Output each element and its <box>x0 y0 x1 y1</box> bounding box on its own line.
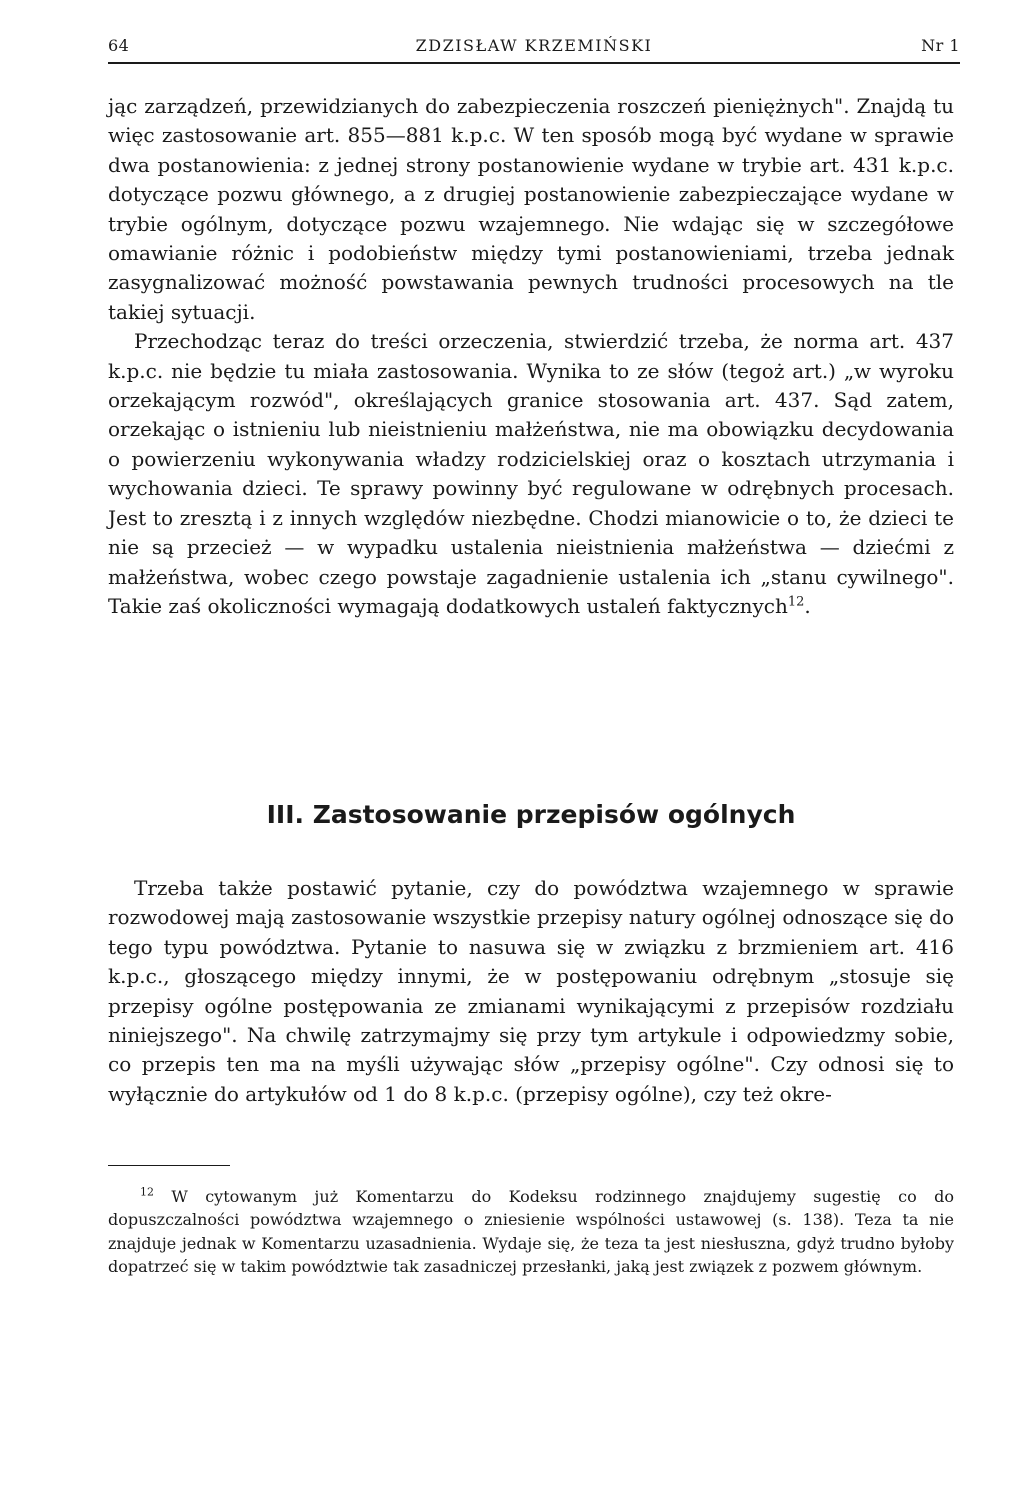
body-text-bottom <box>108 874 954 1109</box>
footnote-text: W cytowanym już Komentarzu do Kodeksu rodzinnego znajdujemy sugestię co do dopuszczalności powództwa wzajemnego o zniesienie wspólności ustawowej (s. 138). Teza ta nie znajduje jednak w Komentarzu uzasadnienia. Wydaje się, że teza ta jest niesłuszna, gdyż trudno byłoby dopatrzeć się w takim powództwie tak zasadniczej przesłanki, jaką jest związek z pozwem głównym. <box>108 1187 954 1277</box>
running-title: ZDZISŁAW KRZEMIŃSKI <box>415 36 653 55</box>
paragraph <box>108 327 954 621</box>
paragraph-text: Przechodząc teraz do treści orzeczenia, stwierdzić trzeba, że norma art. 437 k.p.c. nie będzie tu miała zastosowania. Wynika to ze słów (tegoż art.) „w wyroku orzekającym rozwód", określających granice stosowania art. 437. Sąd zatem, orzekając o istnieniu lub nieistnieniu małżeństwa, nie ma obowiązku decydowania o powierzeniu wykonywania władzy rodzicielskiej oraz o kosztach utrzymania i wychowania dzieci. Te sprawy powinny być regulowane w odrębnych procesach. Jest to zresztą i z innych względów niezbędne. Chodzi mianowicie o to, że dzieci te nie są przecież — w wypadku ustalenia nieistnienia małżeństwa — dziećmi z małżeństwa, wobec czego powstaje zagadnienie ustalenia ich „stanu cywilnego". Takie zaś okoliczności wymagają dodatkowych ustaleń faktycznych <box>108 329 954 618</box>
paragraph-end: . <box>804 593 811 618</box>
paragraph <box>108 92 954 327</box>
paragraph <box>108 874 954 1109</box>
issue-number: Nr 1 <box>921 36 960 55</box>
section-heading: III. Zastosowanie przepisów ogólnych <box>266 800 796 829</box>
page-number: 64 <box>108 36 130 55</box>
paragraph-text: jąc zarządzeń, przewidzianych do zabezpieczenia roszczeń pieniężnych". Znajdą tu więc zastosowanie art. 855—881 k.p.c. W ten sposób mogą być wydane w sprawie dwa postanowienia: z jednej strony postanowienie wydane w trybie art. 431 k.p.c. dotyczące pozwu głównego, a z drugiej postanowienie zabezpieczające wydane w trybie ogólnym, dotyczące pozwu wzajemnego. Nie wdając się w szczegółowe omawianie różnic i podobieństw między tymi postanowieniami, trzeba jednak zasygnalizować możność powstawania pewnych trudności procesowych na tle takiej sytuacji. <box>108 94 954 324</box>
footnote <box>108 1185 954 1279</box>
paragraph-text: Trzeba także postawić pytanie, czy do powództwa wzajemnego w sprawie rozwodowej mają zastosowanie wszystkie przepisy natury ogólnej odnoszące się do tego typu powództwa. Pytanie to nasuwa się w związku z brzmieniem art. 416 k.p.c., głoszącego między innymi, że w postępowaniu odrębnym „stosuje się przepisy ogólne postępowania ze zmianami wynikającymi z przepisów rozdziału niniejszego". Na chwilę zatrzymajmy się przy tym artykule i odpowiedzmy sobie, co przepis ten ma na myśli używając słów „przepisy ogólne". Czy odnosi się to wyłącznie do artykułów od 1 do 8 k.p.c. (przepisy ogólne), czy też okre- <box>108 876 954 1106</box>
header-rule <box>108 62 960 64</box>
footnote-reference[interactable]: 12 <box>787 594 805 610</box>
body-text-top <box>108 92 954 621</box>
footnote-separator <box>108 1165 230 1166</box>
footnote-number: 12 <box>140 1185 154 1199</box>
running-header <box>108 36 960 62</box>
